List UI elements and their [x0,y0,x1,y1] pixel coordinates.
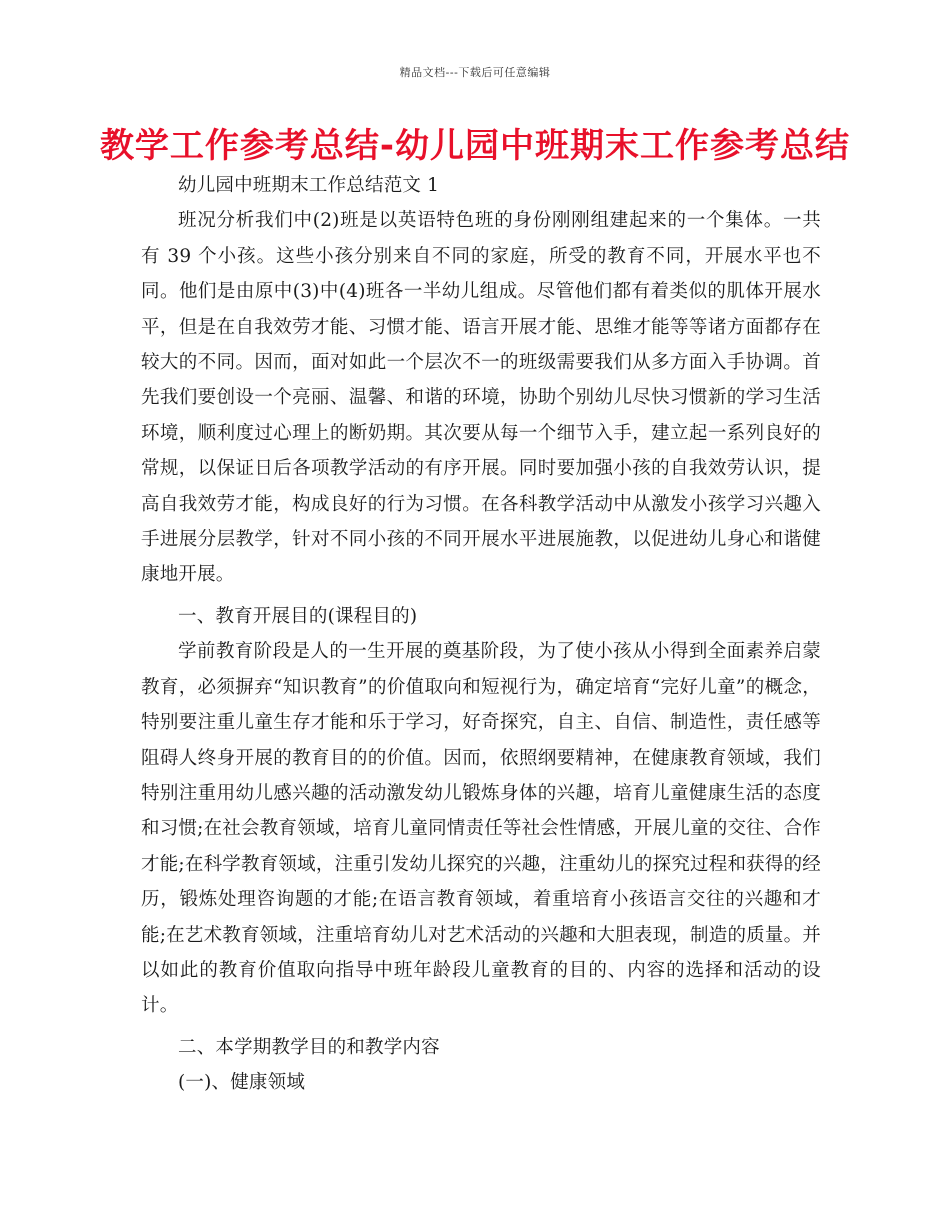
heading-education-goals: 一、教育开展目的(课程目的) [178,605,418,627]
paragraph-education-goals: 学前教育阶段是人的一生开展的奠基阶段，为了使小孩从小得到全面素养启蒙教育，必须摒弃“知识教育”的价值取向和短视行为，确定培育“完好儿童”的概念，特别要注重儿童生存才能和乐于学习，好奇探究，自主、自信、制造性，责任感等阻碍人终身开展的教育目的的价值。因而，依照纲要精神，在健康教育领域，我们特别注重用幼儿感兴趣的活动激发幼儿锻炼身体的兴趣，培育儿童健康生活的态度和习惯;在社会教育领域，培育儿童同情责任等社会性情感，开展儿童的交往、合作才能;在科学教育领域，注重引发幼儿探究的兴趣，注重幼儿的探究过程和获得的经历，锻炼处理咨询题的才能;在语言教育领域，着重培育小孩语言交往的兴趣和才能;在艺术教育领域，注重培育幼儿对艺术活动的兴趣和大胆表现，制造的质量。并以如此的教育价值取向指导中班年龄段儿童教育的目的、内容的选择和活动的设计。 [141,641,821,1017]
page-header: 精品文档---下载后可任意编辑 [399,66,551,79]
section-subtitle: 幼儿园中班期末工作总结范文 1 [178,175,440,196]
document-title: 教学工作参考总结-幼儿园中班期末工作参考总结 [99,126,851,166]
document-body [141,168,821,1101]
paragraph-class-analysis: 班况分析我们中(2)班是以英语特色班的身份刚刚组建起来的一个集体。一共有 39 个小孩。这些小孩分别来自不同的家庭，所受的教育不同，开展水平也不同。他们是由原中(3)中(4)班各一半幼儿组成。尽管他们都有着类似的肌体开展水平，但是在自我效劳才能、习惯才能、语言开展才能、思维才能等等诸方面都存在较大的不同。因而，面对如此一个层次不一的班级需要我们从多方面入手协调。首先我们要创设一个亮丽、温馨、和谐的环境，协助个别幼儿尽快习惯新的学习生活环境，顺利度过心理上的断奶期。其次要从每一个细节入手，建立起一系列良好的常规，以保证日后各项教学活动的有序开展。同时要加强小孩的自我效劳认识，提高自我效劳才能，构成良好的行为习惯。在各科教学活动中从激发小孩学习兴趣入手进展分层教学，针对不同小孩的不同开展水平进展施教，以促进幼儿身心和谐健康地开展。 [141,210,821,586]
heading-semester-goals: 二、本学期教学目的和教学内容 [178,1036,440,1058]
heading-health-domain: (一)、健康领域 [178,1072,306,1094]
